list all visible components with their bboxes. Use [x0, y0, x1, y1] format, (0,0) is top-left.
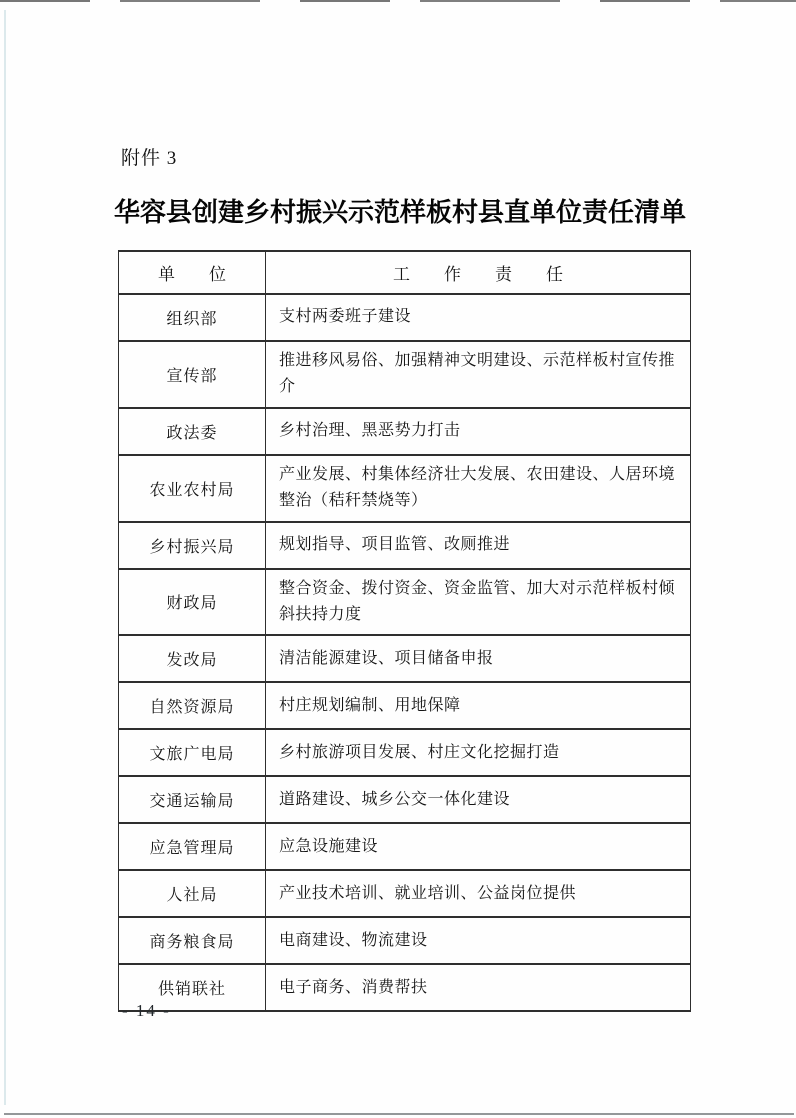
table-row: [119, 635, 691, 682]
responsibility-table: [118, 250, 691, 1012]
duty-cell: 乡村旅游项目发展、村庄文化挖掘打造: [266, 729, 691, 776]
unit-cell: 自然资源局: [119, 682, 266, 729]
scan-artifact-left-line: [4, 10, 6, 1105]
table-row: [119, 682, 691, 729]
unit-cell: 发改局: [119, 635, 266, 682]
duty-cell: 乡村治理、黑恶势力打击: [266, 408, 691, 455]
table-row: [119, 729, 691, 776]
table-row: [119, 341, 691, 408]
table-row: [119, 870, 691, 917]
duty-cell: 村庄规划编制、用地保障: [266, 682, 691, 729]
table-row: [119, 294, 691, 341]
duty-cell: 应急设施建设: [266, 823, 691, 870]
column-header-unit: 单 位: [119, 251, 266, 294]
unit-cell: 组织部: [119, 294, 266, 341]
duty-cell: 规划指导、项目监管、改厕推进: [266, 522, 691, 569]
unit-cell: 文旅广电局: [119, 729, 266, 776]
table-row: [119, 776, 691, 823]
attachment-label: 附件 3: [121, 148, 178, 169]
unit-cell: 财政局: [119, 569, 266, 636]
unit-cell: 宣传部: [119, 341, 266, 408]
duty-cell: 电子商务、消费帮扶: [266, 964, 691, 1011]
table-header-row: [119, 251, 691, 294]
page-number: - 14 -: [122, 1001, 171, 1020]
duty-cell: 电商建设、物流建设: [266, 917, 691, 964]
unit-cell: 交通运输局: [119, 776, 266, 823]
duty-cell: 支村两委班子建设: [266, 294, 691, 341]
table-row: [119, 569, 691, 636]
column-header-duty: 工 作 责 任: [266, 251, 691, 294]
scan-artifact-bottom-line: [4, 1113, 794, 1115]
unit-cell: 政法委: [119, 408, 266, 455]
duty-cell: 产业技术培训、就业培训、公益岗位提供: [266, 870, 691, 917]
table-row: [119, 823, 691, 870]
unit-cell: 应急管理局: [119, 823, 266, 870]
table-row: [119, 455, 691, 522]
duty-cell: 整合资金、拨付资金、资金监管、加大对示范样板村倾斜扶持力度: [266, 569, 691, 636]
table-row: [119, 522, 691, 569]
unit-cell: 商务粮食局: [119, 917, 266, 964]
duty-cell: 推进移风易俗、加强精神文明建设、示范样板村宣传推介: [266, 341, 691, 408]
unit-cell: 乡村振兴局: [119, 522, 266, 569]
table-row: [119, 917, 691, 964]
unit-cell: 农业农村局: [119, 455, 266, 522]
duty-cell: 清洁能源建设、项目储备申报: [266, 635, 691, 682]
table-row: [119, 964, 691, 1011]
unit-cell: 供销联社: [119, 964, 266, 1011]
duty-cell: 道路建设、城乡公交一体化建设: [266, 776, 691, 823]
unit-cell: 人社局: [119, 870, 266, 917]
scan-artifact-top-line: [0, 0, 796, 2]
table-row: [119, 408, 691, 455]
duty-cell: 产业发展、村集体经济壮大发展、农田建设、人居环境整治（秸秆禁烧等）: [266, 455, 691, 522]
document-title: 华容县创建乡村振兴示范样板村县直单位责任清单: [113, 198, 686, 227]
